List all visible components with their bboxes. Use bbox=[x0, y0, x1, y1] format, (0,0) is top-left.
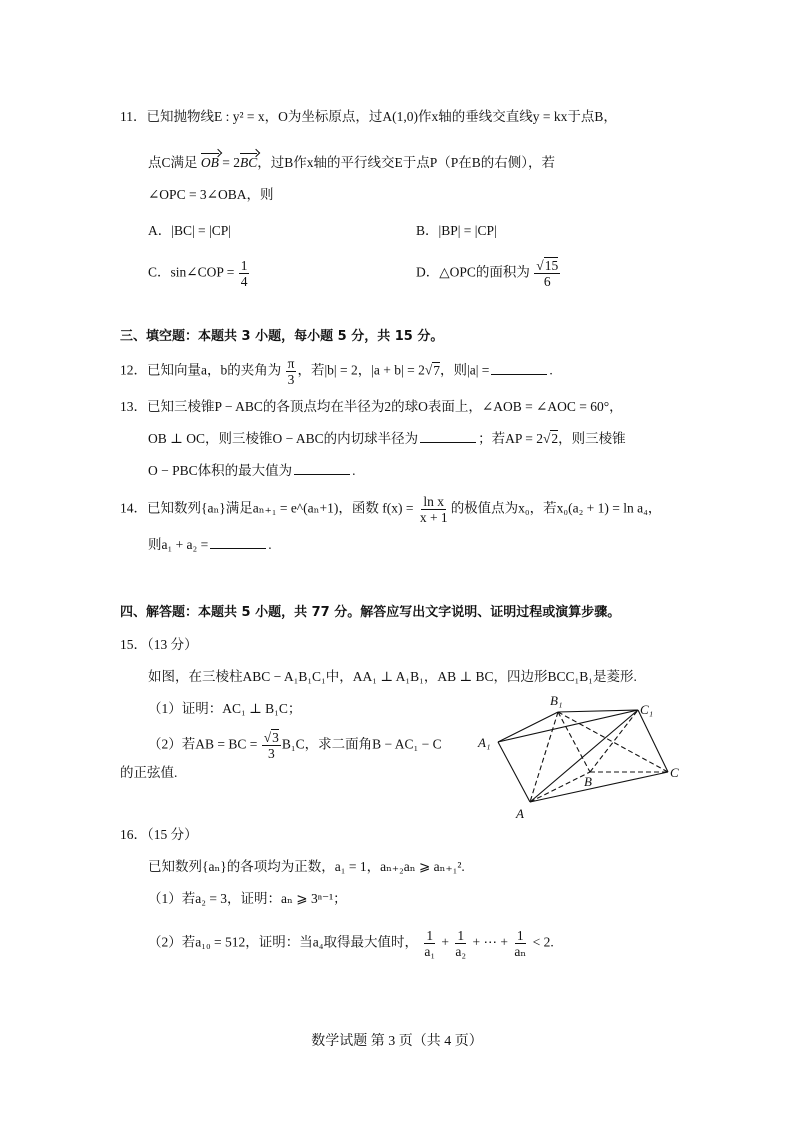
q16-term1 bbox=[422, 928, 437, 959]
q13-text3: O − PBC体积的最大值为 bbox=[148, 463, 293, 478]
frac-num: 1 bbox=[426, 928, 434, 943]
edge-aa1 bbox=[498, 742, 530, 802]
q14-period: . bbox=[268, 537, 272, 552]
q15-part1: （1）证明：AC₁ ⊥ B₁C； bbox=[148, 701, 302, 716]
frac-num: √3 bbox=[263, 730, 279, 745]
q12-sqrt: 7 bbox=[433, 362, 441, 378]
q13-line3 bbox=[148, 462, 356, 480]
q11-option-c bbox=[148, 258, 250, 289]
q11-text2a: 点C满足 bbox=[148, 155, 198, 170]
q11-option-c-fraction bbox=[239, 258, 250, 289]
frac-num: 1 bbox=[457, 928, 465, 943]
frac-num: ln x bbox=[423, 494, 445, 509]
q15-part2-fraction bbox=[262, 730, 281, 761]
sqrt-content: 15 bbox=[544, 258, 559, 273]
q11-line1 bbox=[120, 108, 617, 126]
q13-text1: 已知三棱锥P − ABC的各顶点均在半径为2的球O表面上，∠AOB = ∠AOC = 60°， bbox=[147, 399, 623, 414]
label-b1: B₁ bbox=[550, 693, 563, 708]
frac-den: 6 bbox=[543, 274, 551, 289]
q12-text-post2: ，则|a| = bbox=[440, 362, 490, 378]
q16-score: （15 分） bbox=[147, 827, 198, 842]
page-footer: 数学试题 第 3 页（共 4 页） bbox=[311, 1034, 483, 1049]
q16-inequality: < 2. bbox=[532, 934, 554, 950]
q12-number: 12． bbox=[120, 362, 147, 378]
q13-text2c: ，则三棱锥 bbox=[558, 431, 626, 446]
q11-option-b: B．|BP| = |CP| bbox=[416, 223, 497, 238]
edge-cc1 bbox=[638, 710, 668, 772]
q11-option-a: A．|BC| = |CP| bbox=[148, 223, 231, 238]
label-a1: A₁ bbox=[478, 735, 491, 750]
frac-den: x + 1 bbox=[419, 510, 448, 525]
label-c: C bbox=[670, 765, 679, 780]
q14-text2: 则a₁ + a₂ = bbox=[148, 537, 209, 552]
frac-num: 1 bbox=[516, 928, 524, 943]
q14-line2 bbox=[148, 536, 272, 554]
q13-text2b: ；若AP = 2 bbox=[478, 431, 543, 446]
q12-period: . bbox=[549, 362, 553, 378]
q14-line1 bbox=[120, 494, 661, 525]
q11-option-c-text: C．sin∠COP = bbox=[148, 264, 235, 280]
frac-den: 3 bbox=[267, 746, 275, 761]
q14-number: 14． bbox=[120, 500, 147, 516]
vector-ob: OB bbox=[200, 155, 219, 170]
q12-angle-fraction bbox=[286, 356, 297, 387]
q15-line1: 如图，在三棱柱ABC − A₁B₁C₁中，AA₁ ⊥ A₁B₁，AB ⊥ BC，四边形BCC₁B₁是菱形. bbox=[148, 669, 637, 684]
q11-line3: ∠OPC = 3∠OBA，则 bbox=[148, 187, 274, 202]
q14-function-fraction bbox=[418, 494, 450, 525]
sqrt-content: 3 bbox=[272, 730, 279, 745]
q16-term3 bbox=[512, 928, 528, 959]
q13-line2: OB ⊥ OC，则三棱锥O − ABC的内切球半径为 ；若AP = 2√2，则三棱锥 bbox=[148, 431, 626, 446]
frac-num: 1 bbox=[240, 258, 248, 273]
q13-period: . bbox=[352, 463, 356, 478]
frac-num: π bbox=[287, 356, 295, 371]
section-3-title: 三、填空题：本题共 3 小题，每小题 5 分，共 15 分。 bbox=[120, 329, 444, 344]
frac-den: a₁ bbox=[424, 944, 436, 959]
q16-part2-pre: （2）若a₁₀ = 512，证明：当a₄取得最大值时， bbox=[148, 934, 418, 950]
q14-text-post: 的极值点为x₀，若x₀(a₂ + 1) = ln a₄， bbox=[450, 500, 662, 516]
q16-number: 16． bbox=[120, 827, 147, 842]
label-c1: C₁ bbox=[640, 702, 654, 717]
label-a: A bbox=[516, 806, 524, 821]
edge-ab1-hidden bbox=[530, 712, 558, 802]
q12-text-pre: 已知向量a，b的夹角为 bbox=[147, 362, 282, 378]
q13-text2a: OB ⊥ OC，则三棱锥O − ABC的内切球半径为 bbox=[148, 431, 419, 446]
q13-answer-blank-1[interactable] bbox=[420, 430, 476, 443]
frac-den: a₂ bbox=[455, 944, 467, 959]
edge-a1b1 bbox=[498, 712, 558, 742]
q11-text2b: ，过B作x轴的平行线交E于点P（P在B的右侧），若 bbox=[257, 155, 556, 170]
q15-number: 15． bbox=[120, 637, 147, 652]
label-b: B bbox=[584, 774, 592, 789]
q11-option-d-fraction bbox=[534, 258, 560, 289]
q15-part2-post: B₁C，求二面角B − AC₁ − C bbox=[281, 736, 442, 752]
q14-text-pre: 已知数列{aₙ}满足aₙ₊₁ = e^(aₙ+1)，函数 f(x) = bbox=[147, 500, 414, 516]
q13-line1 bbox=[120, 398, 623, 416]
prism-figure bbox=[472, 690, 690, 822]
vector-bc: BC bbox=[240, 155, 258, 170]
q13-number: 13． bbox=[120, 399, 147, 414]
q11-option-d bbox=[416, 258, 561, 289]
q12-answer-blank[interactable] bbox=[491, 362, 547, 375]
q11-text1: 已知抛物线E : y² = x，O为坐标原点，过A(1,0)作x轴的垂线交直线y = kx于点B， bbox=[146, 109, 617, 124]
q16-dots: + ⋯ + bbox=[472, 934, 508, 950]
q11-option-d-text: D．△OPC的面积为 bbox=[416, 264, 530, 280]
q16-term2 bbox=[453, 928, 468, 959]
q12-text-post1: ，若|b| = 2，|a + b| = 2 bbox=[297, 362, 425, 378]
q16-header bbox=[120, 826, 198, 844]
q15-part2-pre: （2）若AB = BC = bbox=[148, 736, 258, 752]
q15-part2 bbox=[148, 730, 442, 761]
section-4-title: 四、解答题：本题共 5 小题，共 77 分。解答应写出文字说明、证明过程或演算步骤。 bbox=[120, 605, 621, 620]
q16-part1: （1）若a₂ = 3，证明：aₙ ⩾ 3ⁿ⁻¹； bbox=[148, 891, 347, 906]
frac-den: 4 bbox=[240, 274, 248, 289]
q15-part2-line2: 的正弦值. bbox=[120, 765, 178, 780]
edge-ac bbox=[530, 772, 668, 802]
q13-answer-blank-2[interactable] bbox=[294, 462, 350, 475]
q11-number: 11． bbox=[120, 109, 147, 124]
q14-answer-blank[interactable] bbox=[210, 536, 266, 549]
q11-line2 bbox=[148, 154, 555, 172]
q11-eq: = 2 bbox=[218, 155, 241, 170]
frac-num: √15 bbox=[536, 258, 559, 273]
q12-line: 12．已知向量a，b的夹角为 $\frac{\pi}{3}$ ，若|b| = 2，|a + b| = 2√7，则|a| = . bbox=[120, 356, 553, 387]
q15-score: （13 分） bbox=[147, 637, 198, 652]
q15-header bbox=[120, 636, 198, 654]
q16-line1: 已知数列{aₙ}的各项均为正数，a₁ = 1，aₙ₊₂aₙ ⩾ aₙ₊₁². bbox=[148, 859, 465, 874]
q13-sqrt: 2 bbox=[551, 431, 559, 446]
frac-den: 3 bbox=[287, 372, 295, 387]
frac-den: aₙ bbox=[514, 944, 527, 959]
edge-b1c1 bbox=[558, 710, 638, 712]
q16-part2: （2）若a₁₀ = 512，证明：当a₄取得最大值时， $\frac{1}{\text{a₁}}$ + $\frac{1}{\text{a₂}}$ + ⋯ + $\frac{1}{\text{aₙ}}$ < 2. bbox=[148, 928, 554, 959]
